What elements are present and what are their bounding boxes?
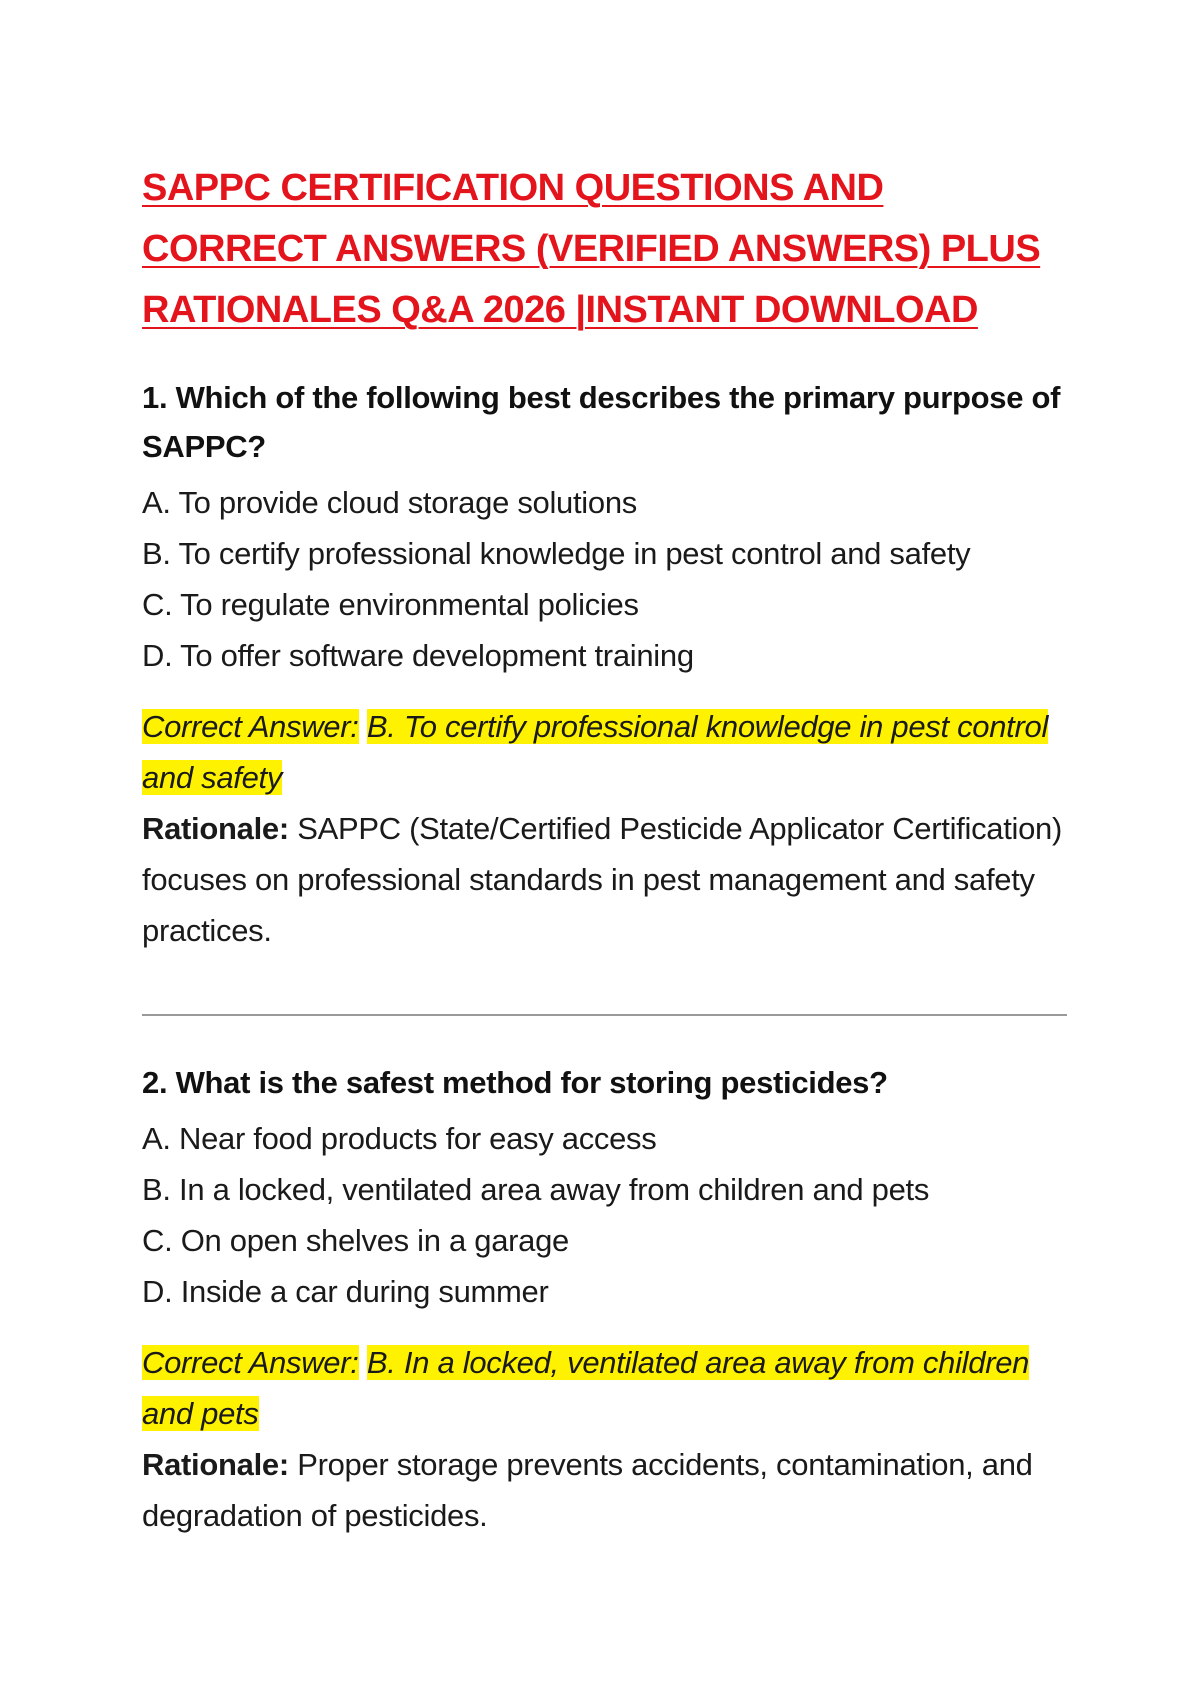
correct-answer-text: B. To certify professional knowledge in pest control and safety [142,709,1049,795]
correct-answer [142,701,1067,803]
question-block-1 [142,373,1067,956]
question-block-2 [142,1058,1067,1541]
question-prompt: 1. Which of the following best describes the primary purpose of SAPPC? [142,380,1061,464]
document-title-text: SAPPC CERTIFICATION QUESTIONS AND CORRECT ANSWERS (VERIFIED ANSWERS) PLUS RATIONALES Q&A 2026 |INSTANT DOWNLOAD [142,167,1041,331]
answer-option-a: A. Near food products for easy access [142,1121,657,1156]
rationale [142,803,1067,956]
document-title [142,158,1067,341]
correct-answer-text: B. In a locked, ventilated area away from children and pets [142,1345,1030,1431]
answer-option-c: C. To regulate environmental policies [142,587,639,622]
answer-option-c: C. On open shelves in a garage [142,1223,569,1258]
rationale [142,1439,1067,1541]
correct-answer-label: Correct Answer: [142,709,359,744]
answer-option-b: B. In a locked, ventilated area away from children and pets [142,1172,930,1207]
rationale-label: Rationale: [142,1447,289,1482]
document-page [142,158,1067,1541]
correct-answer-label: Correct Answer: [142,1345,359,1380]
rationale-text: Proper storage prevents accidents, contamination, and degradation of pesticides. [142,1447,1033,1533]
rationale-label: Rationale: [142,811,289,846]
answer-option-a: A. To provide cloud storage solutions [142,485,637,520]
correct-answer [142,1337,1067,1439]
rationale-text: SAPPC (State/Certified Pesticide Applicator Certification) focuses on professional standards in pest management and safety practices. [142,811,1063,948]
question-prompt: 2. What is the safest method for storing pesticides? [142,1065,888,1100]
answer-option-b: B. To certify professional knowledge in pest control and safety [142,536,971,571]
section-divider [142,1014,1067,1016]
answer-option-d: D. Inside a car during summer [142,1274,549,1309]
answer-option-d: D. To offer software development training [142,638,694,673]
